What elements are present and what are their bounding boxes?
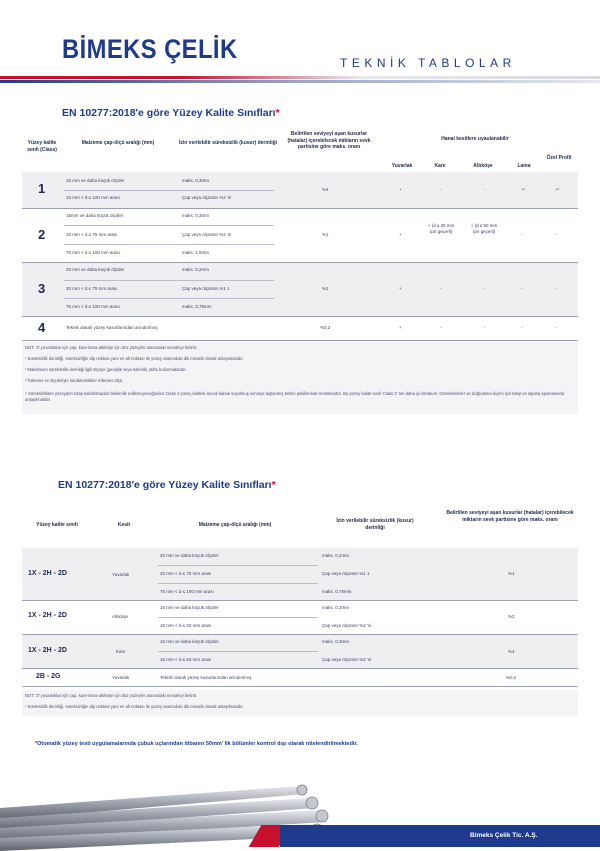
t1-row3-size-1: 20 mm ve daha küçük ölçüler [66,267,125,272]
t2-row4-class: 2B - 2G [36,673,61,680]
table2-title-text: EN 10277:2018'e göre Yüzey Kalite Sınıfları [58,479,272,491]
t1-note-1: NOT: 'd' yuvarlaklar için çap, kare-lama-altıköşe için düz yüzeyler arasındaki mesafeyi belirtir. [25,345,198,350]
footer-bar [280,825,600,847]
t1-note-5: ⁴ Süreksizlikten yüzeyden tolaş kaldırılmadan beklenilir edilemeyeceğinden Class 4 yüzey kalitesi ancak kabuk soyulmuş ve/veya taşlanmış teslim şekillerinde mümkündür. Bu yüzey kalite sınıfı Class 3' ten daha iyi olmalıdır. Gereksinimler ve doğrulama biçimi için talep ve sipariş aşamasında anlaşılmalıdır. [25,391,565,403]
t1-row1-flat: +¹ [521,187,526,192]
t1-subrule [64,225,274,226]
t2-row1-section: Yuvarlak [112,572,130,577]
t1-row1-square: - [440,187,442,192]
t2-note-2: ¹ Süreksizlik derinliği, süreksizliğin dip noktası yani en alt noktası ile yüzey arasındaki dik mesafe olarak anlaşılmalıdır. [25,704,244,709]
t2-subrule [158,617,318,618]
t2-row2-size-1: 15 mm ve daha küçük ölçüler [160,605,219,610]
t2-row3-pct: %4 [508,649,515,654]
t2-header-section: Kesit [117,522,131,528]
table1-title [62,107,280,119]
t1-header-parts: Belirtilen seviyeyi aşan kusurlar (hatalar) içerebilecek miktarın sevk partisine göre maks. oranı [287,131,371,150]
t1-row2-size-1: 15mm ve daha küçük ölçüler [66,213,124,218]
t2-row2-defect-1: maks. 0,3mm [322,605,350,610]
t2-row1-defect-2: Çap veya ölçünün %1 1 [322,571,370,576]
t2-header-class: Yüzey kalite sınıfı [36,522,78,528]
t1-row3-size-3: 75 mm < d ≤ 100 mm arası [66,304,120,309]
t2-row2-pct: %2 [508,614,515,619]
t1-row2-size-2: 15 mm < d ≤ 75 mm arası [66,232,118,237]
footer-company: Bimeks Çelik Tic. A.Ş. [470,832,538,839]
t1-row2-defect-3: maks. 1,5mm [182,250,210,255]
t1-subrule [64,244,274,245]
t1-row-divider [22,262,578,263]
t2-row-divider [22,668,578,669]
t1-header-square: Kare [434,163,446,169]
t2-row3-size-1: 15 mm ve daha küçük ölçüler [160,639,219,644]
t1-header-round: Yuvarlak [391,163,413,169]
t2-row4-pct: %0,2 [506,675,517,680]
t2-note-1: NOT: 'd' yuvarlaklar için çap, kare-lama-altıköşe için düz yüzeyler arasındaki mesafeyi belirtir. [25,693,198,698]
t1-row3-class: 3 [38,281,46,296]
t1-row1-class: 1 [38,181,46,196]
t1-row3-pct: %1 [322,286,329,291]
t1-note-2: ¹ Süreksizlik derinliği, süreksizliğin dip noktası yani en alt noktası ile yüzey arasındaki dik mesafe olarak anlaşılmalıdır. [25,356,244,361]
t2-row3-defect-2: Çap veya ölçünün %2 'si [322,657,372,662]
header-divider-blue [0,80,600,83]
t1-header-group: Hanai kesitlere uyaulanabilir [441,136,509,142]
t2-row-divider [22,686,578,687]
t2-row3-size-2: 15 mm < d ≤ 63 mm arası [160,657,212,662]
t1-header-flat: Lama [517,163,531,169]
t1-row2-round: + [399,232,402,237]
header-divider-red [0,76,600,79]
t1-row4-round: + [399,325,402,330]
t1-row1-round: + [399,187,402,192]
t2-subrule [158,651,318,652]
t2-row3-class: 1X - 2H - 2D [28,647,67,654]
t1-row2-special: - [555,232,557,237]
t1-row1-size-1: 15 mm ve daha küçük ölçüler [66,178,125,183]
t1-row3-defect-1: maks. 0,2mm [182,267,210,272]
t1-row2-hex: + (d ≤ 50 mm için geçerli) [470,223,498,234]
t1-row3-defect-2: Çap veya ölçünün %1 1 [182,286,230,291]
t2-row1-size-1: 20 mm ve daha küçük ölçüler [160,553,219,558]
table2-title [58,479,276,491]
t2-row4-size: Teknik olarak yüzey kusurlarından arındırılmış [160,675,252,680]
table1-title-star: * [275,107,280,119]
t2-row3-defect-1: maks. 0,3mm [322,639,350,644]
t2-header-parts: Belirtilen seviyeyi aşan kusurlar (hatalar) içerebilecek miktarın sevk partisine göre maks. oranı [446,510,574,523]
t1-row1-defect-2: Çap veya ölçünün %2 'si [182,195,232,200]
t1-subrule [64,280,274,281]
t2-row-band-1 [22,548,578,600]
table1-title-text: EN 10277:2018'e göre Yüzey Kalite Sınıfları [62,107,276,119]
t1-row2-defect-1: maks. 0,3mm [182,213,210,218]
t2-row1-defect-3: maks. 0,75mm [322,589,352,594]
t2-header-size: Malzeme çap-ölçü aralığı (mm) [198,522,272,528]
t1-header-special: Özel Profil [546,155,572,161]
t1-header-defect: İzin verilebilir süreksizlik (kusur) derinliği [178,140,278,146]
t1-subrule [64,190,274,191]
t2-row-divider [22,634,578,635]
t2-row-divider [22,600,578,601]
t1-row4-class: 4 [38,320,46,335]
t1-row3-square: - [440,286,442,291]
t1-subrule [64,298,274,299]
t1-row3-special: - [555,286,557,291]
t1-row4-flat: - [521,325,523,330]
t2-row1-size-3: 75 mm < d ≤ 100 mm arası [160,589,214,594]
footnote: *Otomatik yüzey testi uygulamalarında çubuk uçlarından itibaren 50mm' lik bölümler kontrol dışı olarak nitelendirilmektedir. [35,741,358,747]
t1-row1-size-2: 15 mm < d ≤ 100 mm arası [66,195,120,200]
t1-row2-defect-2: Çap veya ölçünün %2 'si [182,232,232,237]
t2-subrule [158,565,318,566]
t1-row4-square: - [440,325,442,330]
t1-row2-size-3: 75 mm < d ≤ 100 mm arası [66,250,120,255]
t1-row3-flat: - [521,286,523,291]
t1-row1-hex: - [484,187,486,192]
t1-note-3: ² Maksimum süreksizlik derinliği ilgili ölçüye (genişlik veya kalınlık) atıfta bulunmaktadır. [25,367,187,372]
t1-row-divider [22,340,578,341]
t2-row2-size-2: 15 mm < d ≤ 63 mm arası [160,623,212,628]
t2-row1-defect-1: maks. 0,2mm [322,553,350,558]
t1-row-divider [22,208,578,209]
t1-row4-hex: - [484,325,486,330]
t1-header-hex: Altıköşe [473,163,493,169]
t1-header-class: Yüzey kalite sınıfı (Class) [27,140,57,153]
brand-logo: BİMEKS ÇELİK [62,34,238,64]
t1-row3-defect-3: maks. 0,75mm [182,304,212,309]
t2-row2-section: Altıköşe [112,614,129,619]
t1-row4-special: - [555,325,557,330]
t1-note-4: ³ Tolerans ve ölçüleriyle karakteristikler referans ölçü. [25,378,124,383]
t1-row4-size: Teknik olarak yüzey kusurlarından arındırılmış [66,325,158,330]
t1-row1-special: +¹ [555,187,560,192]
t1-row2-flat: - [521,232,523,237]
t1-row4-pct: %0,2 [320,325,331,330]
t2-subrule [158,583,318,584]
t1-row1-pct: %4 [322,187,329,192]
t2-row3-section: Kare [116,649,126,654]
t1-row3-round: + [399,286,402,291]
t2-row2-class: 1X - 2H - 2D [28,612,67,619]
t1-row-divider [22,316,578,317]
t2-header-defect: İzin verilebilir süreksizlik (kusur) derinliği [336,518,414,531]
t1-row2-pct: %1 [322,232,329,237]
t1-row2-class: 2 [38,227,46,242]
t1-row2-square: + (d ≤ 30 mm için geçerli) [427,223,455,234]
t1-row3-size-2: 20 mm < d ≤ 75 mm arası [66,286,118,291]
t1-row3-hex: - [484,286,486,291]
t1-header-size: Malzeme çap-ölçü aralığı (mm) [81,140,155,146]
table2-title-star: * [271,479,276,491]
t2-row2-defect-2: Çap veya ölçünün %2 'si [322,623,372,628]
t2-row4-section: Yuvarlak [112,675,130,680]
document-title: TEKNİK TABLOLAR [340,56,516,70]
t1-row1-defect-1: maks. 0,3mm [182,178,210,183]
t2-row1-class: 1X - 2H - 2D [28,570,67,577]
t2-row1-size-2: 20 mm < d ≤ 75 mm arası [160,571,212,576]
t2-row1-pct: %1 [508,571,515,576]
